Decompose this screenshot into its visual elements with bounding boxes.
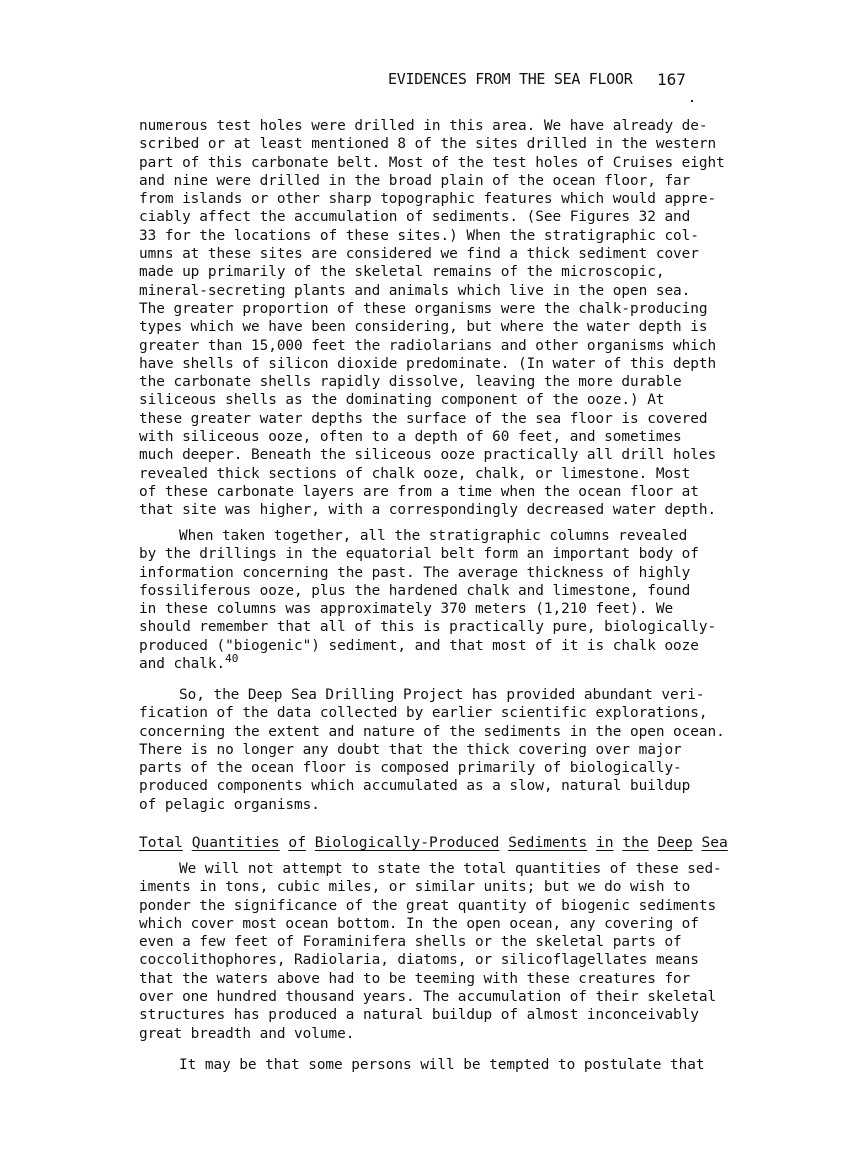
heading-word: Sea	[701, 834, 728, 851]
text-fragment: and chalk.	[139, 656, 226, 673]
paragraph-1	[139, 117, 725, 520]
running-head: EVIDENCES FROM THE SEA FLOOR	[388, 70, 633, 88]
heading-word: Deep	[657, 834, 693, 851]
heading-word: in	[595, 834, 614, 851]
paragraph-2	[139, 527, 719, 673]
paragraph-5	[139, 1056, 719, 1074]
text-line: So, the Deep Sea Drilling Project has provided abundant veri-	[179, 687, 705, 703]
text-line: produced components which accumulated as a slow, natural buildup	[139, 778, 691, 795]
text-line: produced ("biogenic") sediment, and that most of it is chalk ooze	[139, 637, 699, 654]
text-line: concerning the extent and nature of the sediments in the open ocean.	[139, 723, 725, 740]
text-line: It may be that some persons will be tempted to postulate that	[179, 1057, 705, 1073]
text-line: much deeper. Beneath the siliceous ooze practically all drill holes	[139, 447, 717, 464]
heading-word: of	[288, 834, 306, 851]
text-line: should remember that all of this is practically pure, biologically-	[139, 619, 717, 636]
heading-word: Quantities	[191, 834, 280, 851]
text-line: iments in tons, cubic miles, or similar units; but we do wish to	[139, 879, 691, 896]
text-line: that the waters above had to be teeming with these creatures for	[139, 970, 691, 987]
text-line: 33 for the locations of these sites.) When the stratigraphic col-	[139, 227, 699, 244]
text-line: mineral-secreting plants and animals which live in the open sea.	[139, 282, 691, 299]
text-line: parts of the ocean floor is composed primarily of biologically-	[139, 760, 682, 777]
text-line: We will not attempt to state the total quantities of these sed-	[179, 861, 722, 877]
text-line: from islands or other sharp topographic features which would appre-	[139, 191, 717, 208]
text-line: even a few feet of Foraminifera shells or the skeletal parts of	[139, 934, 682, 951]
text-line: over one hundred thousand years. The accumulation of their skeletal	[139, 989, 717, 1006]
text-line: fication of the data collected by earlier scientific explorations,	[139, 705, 708, 722]
heading-word: Total	[139, 834, 183, 851]
text-line: with siliceous ooze, often to a depth of 60 feet, and sometimes	[139, 429, 682, 446]
text-line: coccolithophores, Radiolaria, diatoms, or silicoflagellates means	[139, 952, 699, 969]
text-line	[139, 652, 719, 673]
heading-word: the	[622, 834, 649, 851]
text-line: and nine were drilled in the broad plain of the ocean floor, far	[139, 172, 691, 189]
text-line: the carbonate shells rapidly dissolve, leaving the more durable	[139, 374, 682, 391]
text-line: types which we have been considering, but where the water depth is	[139, 319, 708, 336]
text-line: fossiliferous ooze, plus the hardened chalk and limestone, found	[139, 582, 691, 599]
text-line: numerous test holes were drilled in this area. We have already de-	[139, 118, 708, 134]
heading-word: Sediments	[508, 834, 588, 851]
text-line: information concerning the past. The average thickness of highly	[139, 564, 691, 581]
text-line: greater than 15,000 feet the radiolarians and other organisms which	[139, 337, 717, 354]
text-line: The greater proportion of these organisms were the chalk-producing	[139, 300, 708, 317]
margin-mark	[691, 100, 693, 102]
text-line: made up primarily of the skeletal remains of the microscopic,	[139, 264, 665, 281]
text-line: revealed thick sections of chalk ooze, chalk, or limestone. Most	[139, 465, 691, 482]
text-line: have shells of silicon dioxide predominate. (In water of this depth	[139, 355, 717, 372]
heading-word: Biologically-Produced	[314, 834, 500, 851]
footnote-ref: 40	[225, 652, 239, 666]
paragraph-3	[139, 686, 725, 814]
page-number: 167	[657, 70, 686, 89]
text-line: of these carbonate layers are from a time when the ocean floor at	[139, 483, 699, 500]
section-heading	[139, 834, 728, 851]
text-line: structures has produced a natural buildup of almost inconceivably	[139, 1007, 699, 1024]
text-line: that site was higher, with a correspondingly decreased water depth.	[139, 502, 717, 519]
text-line: these greater water depths the surface of the sea floor is covered	[139, 410, 708, 427]
text-line: umns at these sites are considered we find a thick sediment cover	[139, 246, 699, 263]
text-line: siliceous shells as the dominating component of the ooze.) At	[139, 392, 665, 409]
text-line: in these columns was approximately 370 meters (1,210 feet). We	[139, 601, 674, 618]
text-line: scribed or at least mentioned 8 of the sites drilled in the western	[139, 136, 717, 153]
paragraph-4	[139, 860, 722, 1043]
text-line: There is no longer any doubt that the thick covering over major	[139, 741, 682, 758]
text-line: of pelagic organisms.	[139, 796, 320, 813]
text-line: part of this carbonate belt. Most of the test holes of Cruises eight	[139, 154, 725, 171]
text-line: ponder the significance of the great quantity of biogenic sediments	[139, 897, 717, 914]
text-line: When taken together, all the stratigraphic columns revealed	[179, 528, 688, 544]
text-line: by the drillings in the equatorial belt form an important body of	[139, 546, 699, 563]
text-line: ciably affect the accumulation of sediments. (See Figures 32 and	[139, 209, 691, 226]
text-line: which cover most ocean bottom. In the open ocean, any covering of	[139, 915, 699, 932]
text-line: great breadth and volume.	[139, 1025, 355, 1042]
